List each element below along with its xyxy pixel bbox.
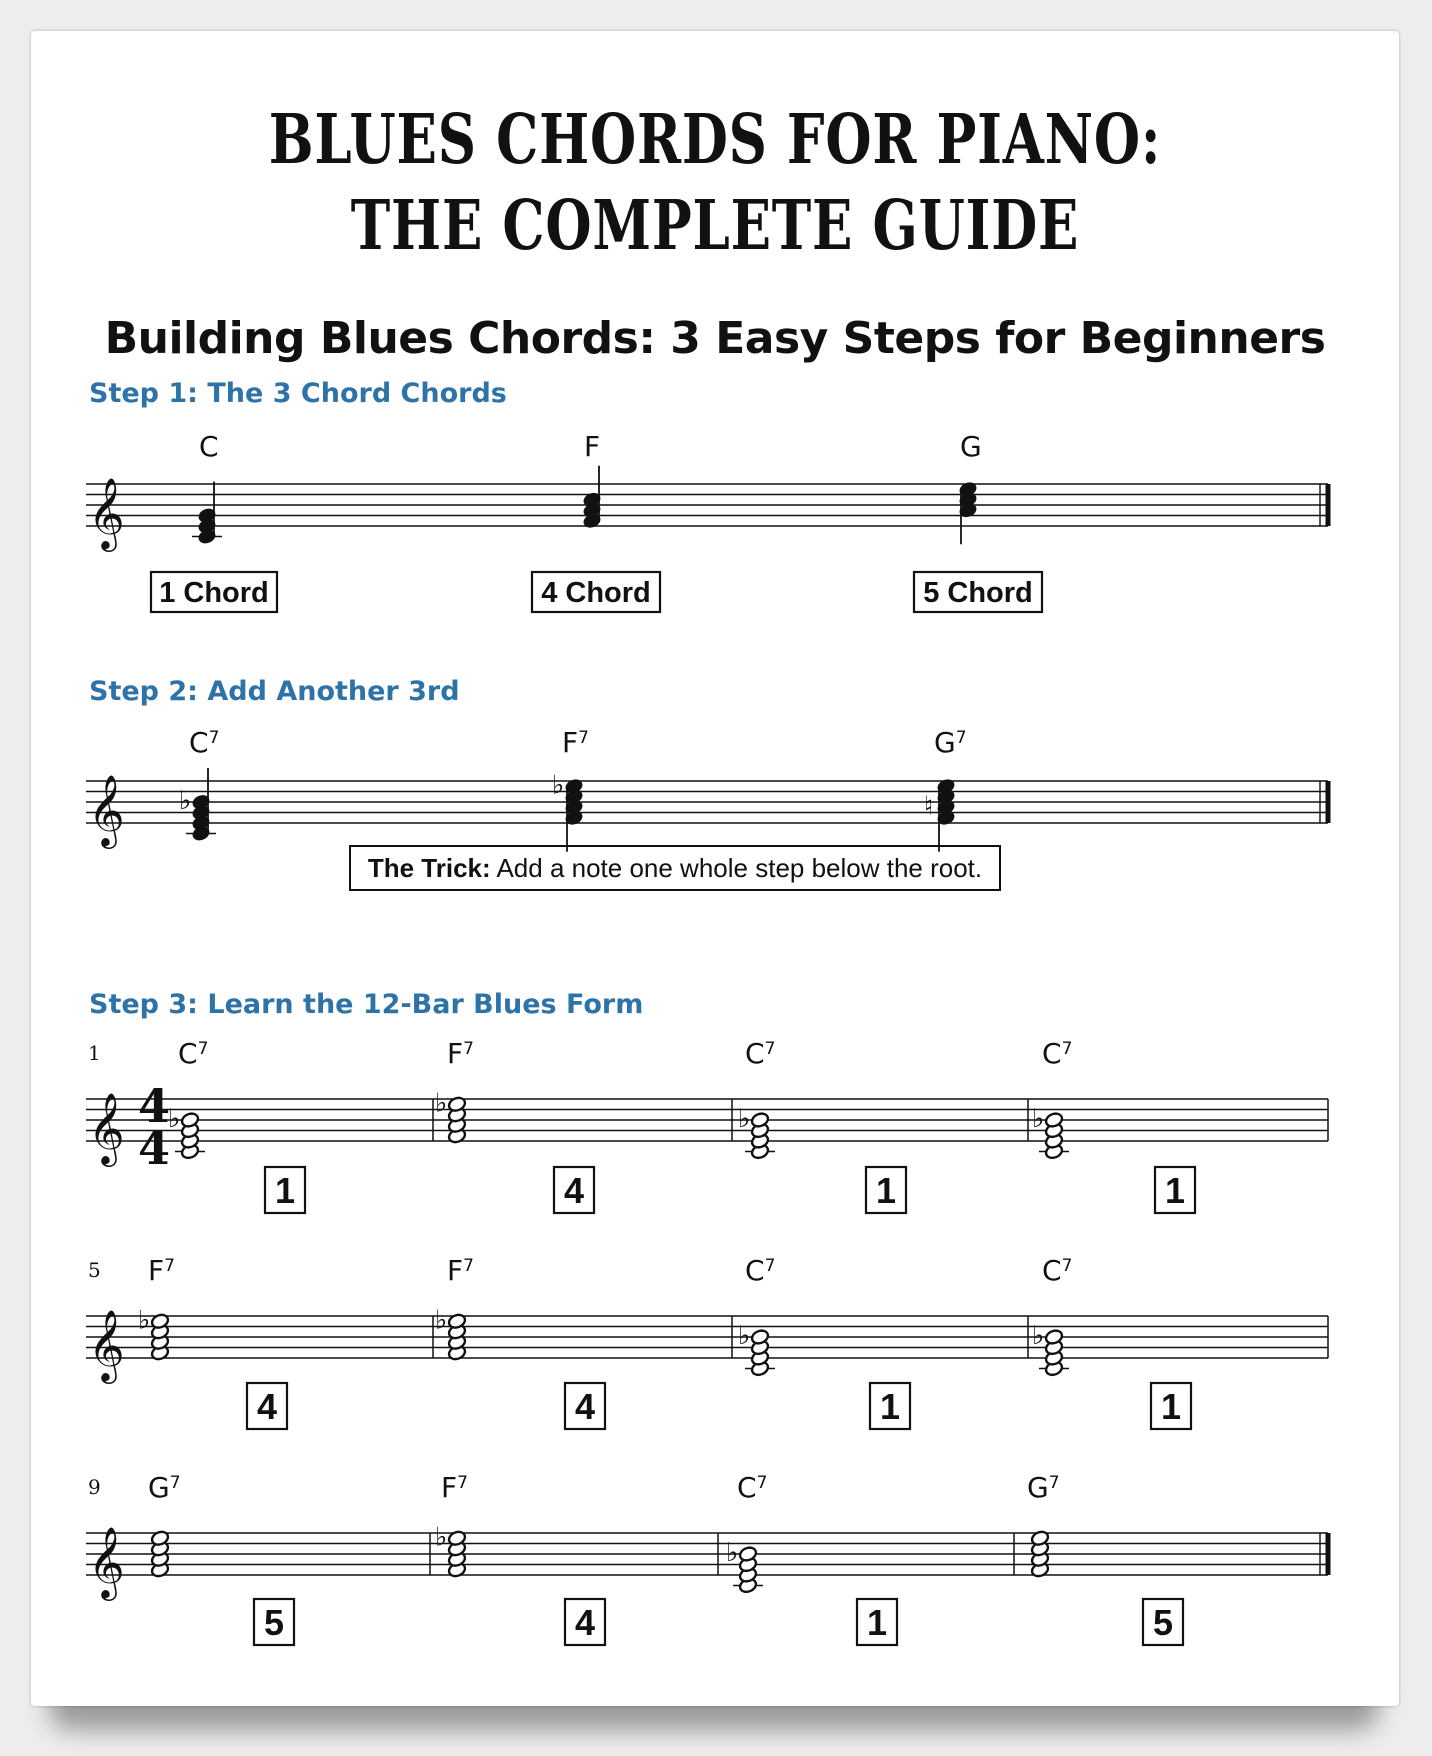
- box-label: 1: [1160, 1386, 1182, 1427]
- treble-clef: 𝄞: [88, 1091, 125, 1164]
- treble-clef: 𝄞: [88, 476, 125, 549]
- step2-heading: Step 2: Add Another 3rd: [89, 676, 460, 707]
- box-label: 4: [574, 1386, 596, 1427]
- flat-sign: ♭: [1032, 1104, 1045, 1134]
- flat-sign: ♭: [738, 1104, 751, 1134]
- chord-symbol: G: [960, 430, 982, 463]
- chord-number-box: [857, 1599, 897, 1645]
- chord-number-box: [914, 572, 1042, 612]
- flat-sign: ♭: [179, 786, 192, 816]
- chord-number-box: [532, 572, 660, 612]
- chord-notes: [138, 1305, 170, 1361]
- chord-number-box: [265, 1167, 305, 1213]
- chord-number-box: [1151, 1383, 1191, 1429]
- box-label: 5: [1152, 1602, 1174, 1643]
- chord-symbol: C7: [178, 1037, 209, 1070]
- trick-text: Add a note one whole step below the root.: [490, 853, 983, 883]
- chord-notes: [435, 1305, 467, 1361]
- chord-symbol: C7: [745, 1037, 776, 1070]
- box-label: 4: [256, 1386, 278, 1427]
- trick-label: The Trick:: [367, 853, 491, 883]
- chord-notes: [738, 1321, 775, 1377]
- chord-notes: [435, 1088, 467, 1144]
- box-label: 1: [875, 1170, 897, 1211]
- chord-number-box: [254, 1599, 294, 1645]
- chord-notes: [1032, 1104, 1069, 1160]
- chord-notes: [552, 770, 584, 852]
- treble-clef: 𝄞: [88, 773, 125, 846]
- chord-notes: [435, 1522, 467, 1578]
- chord-symbol: F7: [148, 1254, 175, 1287]
- staff: [86, 1091, 1328, 1167]
- chord-number-box: [1143, 1599, 1183, 1645]
- chord-symbol: G7: [1027, 1471, 1060, 1504]
- page-subtitle: Building Blues Chords: 3 Easy Steps for Beginners: [104, 313, 1326, 364]
- trick-box: [349, 845, 1001, 891]
- chord-notes: [179, 768, 216, 842]
- chord-symbol: G7: [934, 726, 967, 759]
- chord-notes: [150, 1530, 170, 1579]
- chord-notes: [1030, 1530, 1050, 1579]
- flat-sign: ♭: [138, 1305, 151, 1336]
- chord-notes: [924, 778, 956, 852]
- box-label: 5: [263, 1602, 285, 1643]
- chord-notes: [958, 481, 978, 545]
- box-label: 4: [563, 1170, 585, 1211]
- box-label: 1: [879, 1386, 901, 1427]
- box-label: 1 Chord: [159, 577, 269, 609]
- time-signature-bottom: 4: [138, 1121, 171, 1175]
- staff: [86, 1308, 1328, 1384]
- flat-sign: ♭: [168, 1104, 181, 1134]
- chord-symbol: F7: [562, 726, 589, 759]
- chord-number-box: [565, 1383, 605, 1429]
- flat-sign: ♭: [435, 1305, 448, 1336]
- step1-heading: Step 1: The 3 Chord Chords: [89, 378, 507, 409]
- flat-sign: ♭: [435, 1088, 448, 1119]
- box-label: 1: [1164, 1170, 1186, 1211]
- staff: [86, 476, 1328, 552]
- measure-number: 5: [88, 1258, 101, 1282]
- chord-symbol: F7: [447, 1254, 474, 1287]
- box-label: 4: [574, 1602, 596, 1643]
- time-signature-top: 4: [138, 1079, 171, 1133]
- flat-sign: ♭: [738, 1321, 751, 1351]
- measure-number: 1: [88, 1041, 101, 1065]
- staff: [86, 773, 1328, 849]
- treble-clef: 𝄞: [88, 1525, 125, 1598]
- chord-number-box: [870, 1383, 910, 1429]
- chord-number-box: [554, 1167, 594, 1213]
- title-line-2: THE COMPLETE GUIDE: [350, 186, 1080, 266]
- chord-number-box: [151, 572, 277, 612]
- chord-notes: [168, 1104, 205, 1160]
- chord-symbol: F7: [441, 1471, 468, 1504]
- chord-symbol: C7: [189, 726, 220, 759]
- chord-number-box: [247, 1383, 287, 1429]
- natural-sign: ♮: [924, 791, 934, 822]
- chord-notes: [192, 482, 222, 546]
- chord-number-box: [866, 1167, 906, 1213]
- chord-symbol: F: [584, 430, 601, 463]
- box-label: 1: [866, 1602, 888, 1643]
- chord-notes: [582, 466, 602, 530]
- chord-number-box: [1155, 1167, 1195, 1213]
- chord-symbol: C: [199, 430, 219, 463]
- chord-symbol: C7: [1042, 1037, 1073, 1070]
- chord-symbol: C7: [1042, 1254, 1073, 1287]
- box-label: 4 Chord: [541, 577, 651, 609]
- flat-sign: ♭: [435, 1522, 448, 1553]
- chord-symbol: C7: [745, 1254, 776, 1287]
- measure-number: 9: [88, 1475, 101, 1499]
- step3-heading: Step 3: Learn the 12-Bar Blues Form: [89, 989, 644, 1020]
- chord-number-box: [565, 1599, 605, 1645]
- title-line-1: BLUES CHORDS FOR PIANO:: [268, 100, 1162, 180]
- treble-clef: 𝄞: [88, 1308, 125, 1381]
- chord-symbol: F7: [447, 1037, 474, 1070]
- chord-notes: [738, 1104, 775, 1160]
- chord-notes: [1032, 1321, 1069, 1377]
- chord-symbol: C7: [737, 1471, 768, 1504]
- staff: [86, 1525, 1328, 1601]
- chord-symbol: G7: [148, 1471, 181, 1504]
- box-label: 5 Chord: [923, 577, 1033, 609]
- flat-sign: ♭: [726, 1538, 739, 1568]
- flat-sign: ♭: [1032, 1321, 1045, 1351]
- chord-notes: [726, 1538, 763, 1594]
- box-label: 1: [274, 1170, 296, 1211]
- flat-sign: ♭: [552, 770, 565, 801]
